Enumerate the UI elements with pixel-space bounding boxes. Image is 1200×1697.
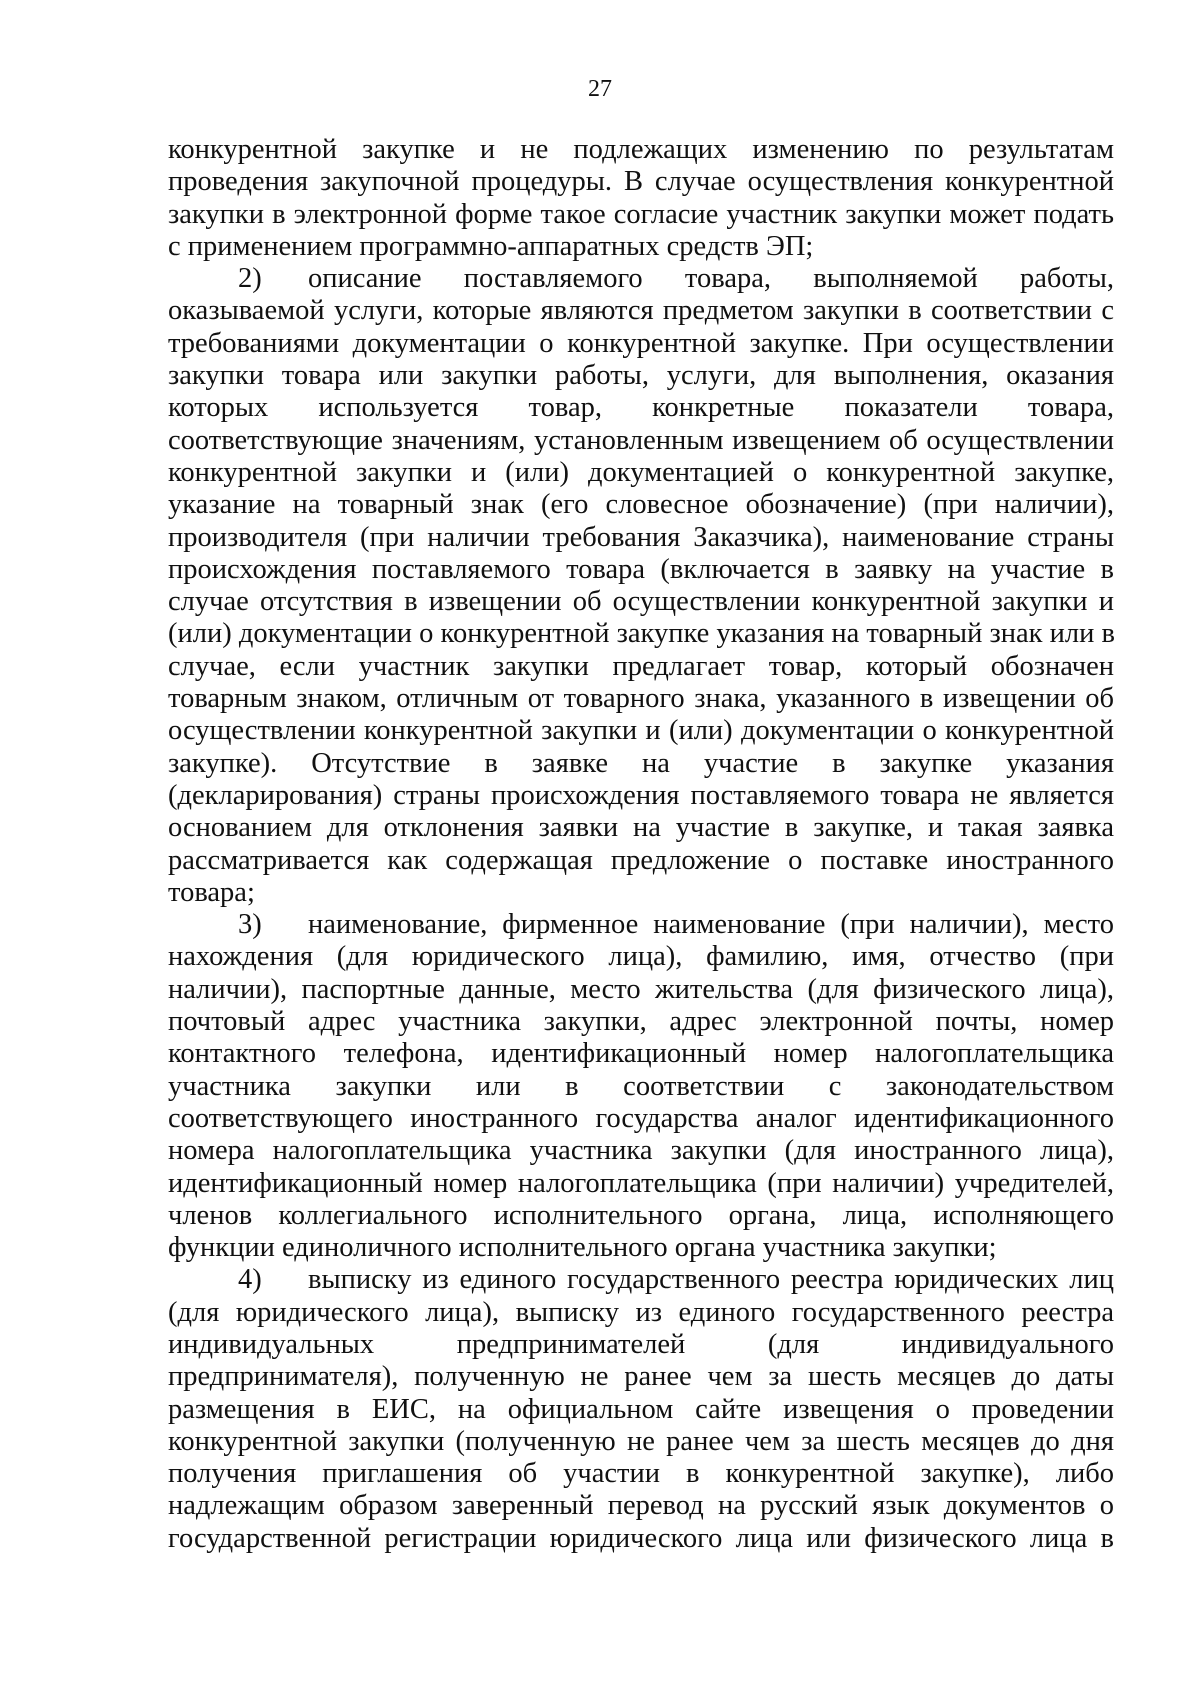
text-line bbox=[168, 425, 1114, 457]
line-text: требованиями документации о конкурентной закупке. При осуществлении bbox=[168, 327, 1114, 359]
text-line bbox=[168, 909, 1114, 941]
text-line bbox=[168, 1038, 1114, 1070]
text-line bbox=[168, 166, 1114, 198]
line-text: (для юридического лица), выписку из единого государственного реестра bbox=[168, 1296, 1114, 1328]
line-text: соответствующего иностранного государства аналог идентификационного bbox=[168, 1102, 1114, 1134]
line-text: почтовый адрес участника закупки, адрес электронной почты, номер bbox=[168, 1006, 1114, 1038]
text-line bbox=[168, 748, 1114, 780]
text-line bbox=[168, 554, 1114, 586]
text-line bbox=[168, 1006, 1114, 1038]
line-text: членов коллегиального исполнительного органа, лица, исполняющего bbox=[168, 1199, 1114, 1231]
text-line bbox=[168, 974, 1114, 1006]
text-line bbox=[168, 715, 1114, 747]
line-text: контактного телефона, идентификационный номер налогоплательщика bbox=[168, 1038, 1114, 1070]
text-line bbox=[168, 457, 1114, 489]
text-line bbox=[168, 1329, 1114, 1361]
line-text: наименование, фирменное наименование (при наличии), место bbox=[308, 909, 1114, 941]
text-line bbox=[168, 877, 1114, 909]
line-text: конкурентной закупки (полученную не ранее чем за шесть месяцев до дня bbox=[168, 1425, 1114, 1457]
line-text: участника закупки или в соответствии с законодательством bbox=[168, 1070, 1114, 1102]
line-text: основанием для отклонения заявки на участие в закупке, и такая заявка bbox=[168, 812, 1114, 844]
line-text: оказываемой услуги, которые являются предметом закупки в соответствии с bbox=[168, 295, 1114, 327]
text-line bbox=[168, 1297, 1114, 1329]
text-line bbox=[168, 1135, 1114, 1167]
text-line bbox=[168, 489, 1114, 521]
line-text: осуществлении конкурентной закупки и (или) документации о конкурентной bbox=[168, 715, 1114, 747]
list-item bbox=[168, 909, 1114, 1264]
text-line bbox=[168, 1103, 1114, 1135]
text-line bbox=[168, 199, 1114, 231]
line-text: товара; bbox=[168, 876, 255, 908]
line-text: которых используется товар, конкретные показатели товара, bbox=[168, 392, 1114, 424]
text-line bbox=[168, 683, 1114, 715]
text-line bbox=[168, 651, 1114, 683]
line-text: нахождения (для юридического лица), фамилию, имя, отчество (при bbox=[168, 941, 1114, 973]
text-line bbox=[168, 1490, 1114, 1522]
text-line bbox=[168, 134, 1114, 166]
text-line bbox=[168, 1232, 1114, 1264]
line-text: (декларирования) страны происхождения поставляемого товара не является bbox=[168, 779, 1114, 811]
text-line bbox=[168, 231, 1114, 263]
line-text: соответствующие значениям, установленным извещением об осуществлении bbox=[168, 424, 1114, 456]
line-text: производителя (при наличии требования Заказчика), наименование страны bbox=[168, 521, 1114, 553]
line-text: случае, если участник закупки предлагает товар, который обозначен bbox=[168, 650, 1114, 682]
line-text: государственной регистрации юридического лица или физического лица в bbox=[168, 1522, 1114, 1554]
line-text: надлежащим образом заверенный перевод на русский язык документов о bbox=[168, 1490, 1114, 1522]
line-text: рассматривается как содержащая предложение о поставке иностранного bbox=[168, 844, 1114, 876]
text-line bbox=[168, 1071, 1114, 1103]
line-text: номера налогоплательщика участника закупки (для иностранного лица), bbox=[168, 1135, 1114, 1167]
item-number: 3) bbox=[238, 909, 262, 941]
list-item bbox=[168, 263, 1114, 909]
paragraph bbox=[168, 134, 1114, 263]
text-line bbox=[168, 1394, 1114, 1426]
line-text: предпринимателя), полученную не ранее чем за шесть месяцев до даты bbox=[168, 1361, 1114, 1393]
text-line bbox=[168, 618, 1114, 650]
line-text: описание поставляемого товара, выполняемой работы, bbox=[308, 263, 1114, 295]
text-line bbox=[168, 295, 1114, 327]
line-text: случае отсутствия в извещении об осуществлении конкурентной закупки и bbox=[168, 586, 1114, 618]
line-text: происхождения поставляемого товара (включается в заявку на участие в bbox=[168, 553, 1114, 585]
line-text: конкурентной закупки и (или) документацией о конкурентной закупке, bbox=[168, 456, 1114, 488]
item-number: 2) bbox=[238, 263, 262, 295]
line-text: индивидуальных предпринимателей (для индивидуального bbox=[168, 1328, 1114, 1360]
line-text: размещения в ЕИС, на официальном сайте извещения о проведении bbox=[168, 1393, 1114, 1425]
text-line bbox=[168, 328, 1114, 360]
text-line bbox=[168, 360, 1114, 392]
list-item bbox=[168, 1264, 1114, 1555]
line-text: наличии), паспортные данные, место жительства (для физического лица), bbox=[168, 973, 1114, 1005]
line-text: получения приглашения об участии в конкурентной закупке), либо bbox=[168, 1458, 1114, 1490]
text-line bbox=[168, 1200, 1114, 1232]
text-line bbox=[168, 1458, 1114, 1490]
item-number: 4) bbox=[238, 1264, 262, 1296]
text-line bbox=[168, 522, 1114, 554]
line-text: товарным знаком, отличным от товарного знака, указанного в извещении об bbox=[168, 683, 1114, 715]
text-line bbox=[168, 845, 1114, 877]
line-text: функции единоличного исполнительного органа участника закупки; bbox=[168, 1232, 997, 1264]
text-line bbox=[168, 941, 1114, 973]
document-body bbox=[168, 134, 1114, 1555]
line-text: выписку из единого государственного реестра юридических лиц bbox=[308, 1264, 1114, 1296]
text-line bbox=[168, 1361, 1114, 1393]
line-text: закупке). Отсутствие в заявке на участие в закупке указания bbox=[168, 747, 1114, 779]
line-text: идентификационный номер налогоплательщика (при наличии) учредителей, bbox=[168, 1167, 1114, 1199]
line-text: закупки товара или закупки работы, услуги, для выполнения, оказания bbox=[168, 360, 1114, 392]
line-text: проведения закупочной процедуры. В случае осуществления конкурентной bbox=[168, 166, 1114, 198]
text-line bbox=[168, 392, 1114, 424]
line-text: закупки в электронной форме такое согласие участник закупки может подать bbox=[168, 198, 1114, 230]
line-text: с применением программно-аппаратных средств ЭП; bbox=[168, 230, 814, 262]
page-number: 27 bbox=[588, 76, 612, 102]
text-line bbox=[168, 1523, 1114, 1555]
text-line bbox=[168, 1264, 1114, 1296]
line-text: (или) документации о конкурентной закупке указания на товарный знак или в bbox=[168, 618, 1115, 650]
text-line bbox=[168, 263, 1114, 295]
text-line bbox=[168, 1168, 1114, 1200]
text-line bbox=[168, 1426, 1114, 1458]
text-line bbox=[168, 586, 1114, 618]
line-text: указание на товарный знак (его словесное обозначение) (при наличии), bbox=[168, 489, 1114, 521]
text-line bbox=[168, 780, 1114, 812]
line-text: конкурентной закупке и не подлежащих изменению по результатам bbox=[168, 134, 1114, 165]
text-line bbox=[168, 812, 1114, 844]
